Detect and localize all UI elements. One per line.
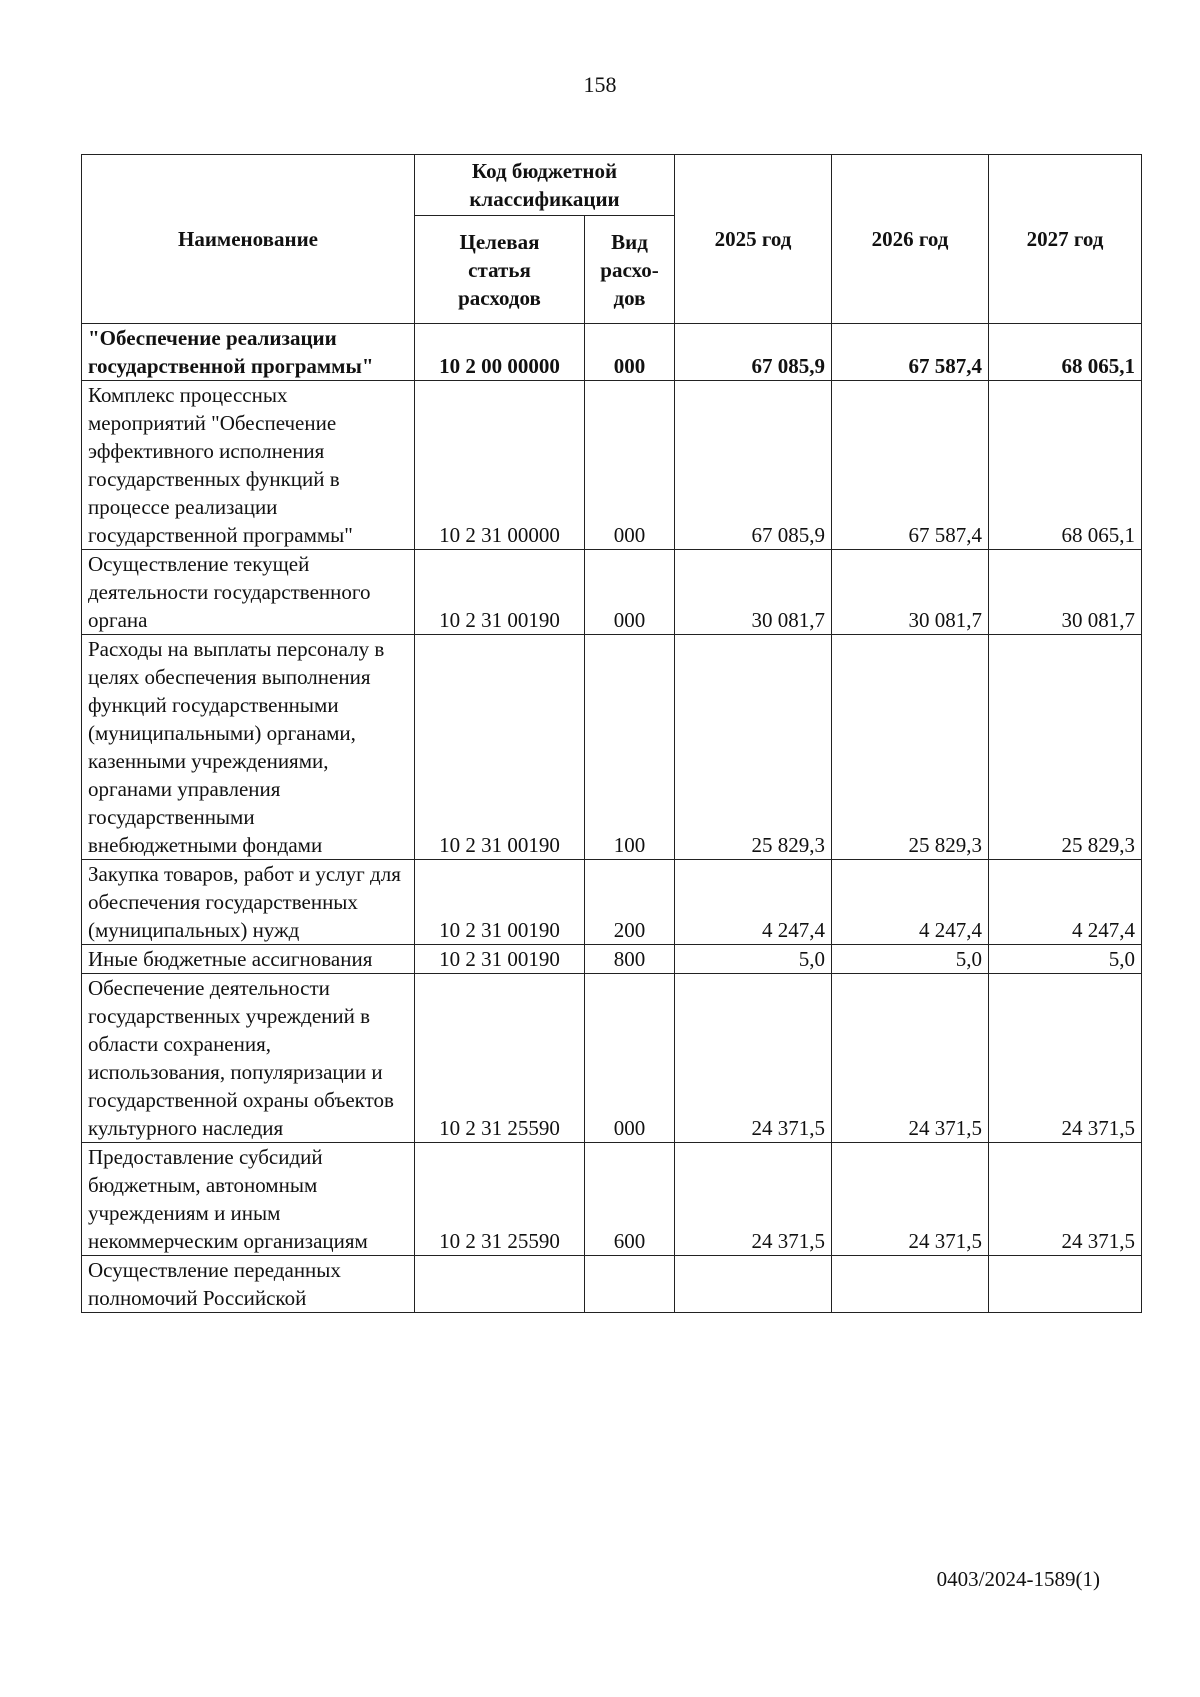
document-id: 0403/2024-1589(1) [936,1567,1100,1591]
header-year-2027: 2027 год [989,155,1142,324]
row-name-cell: Осуществление переданных полномочий Российской [82,1256,415,1313]
row-value-2027-cell: 5,0 [989,945,1142,974]
row-target-code-cell: 10 2 31 00190 [415,860,585,945]
row-value-2026-cell: 5,0 [832,945,989,974]
table-row [82,324,1142,381]
row-target-code-cell: 10 2 31 25590 [415,974,585,1143]
row-value-2025-cell: 25 829,3 [675,635,832,860]
page-number: 158 [583,72,617,97]
row-value-2025-cell [675,1256,832,1313]
row-target-code-cell: 10 2 00 00000 [415,324,585,381]
row-expense-type-cell [585,1256,675,1313]
header-expense-type: Вид расхо-дов [585,216,675,324]
row-expense-type-cell: 000 [585,324,675,381]
row-value-2025-cell: 67 085,9 [675,381,832,550]
row-value-2027-cell: 68 065,1 [989,324,1142,381]
row-expense-type-cell: 600 [585,1143,675,1256]
row-value-2027-cell: 24 371,5 [989,974,1142,1143]
table-row [82,1256,1142,1313]
row-name-cell: "Обеспечение реализации государственной программы" [82,324,415,381]
header-name: Наименование [82,155,415,324]
row-value-2025-cell: 67 085,9 [675,324,832,381]
row-value-2027-cell: 68 065,1 [989,381,1142,550]
table-row [82,381,1142,550]
header-row-1 [82,155,1142,216]
row-expense-type-cell: 000 [585,381,675,550]
row-value-2026-cell [832,1256,989,1313]
row-value-2026-cell: 24 371,5 [832,1143,989,1256]
budget-table [81,154,1142,1313]
table-body [82,324,1142,1313]
row-target-code-cell: 10 2 31 25590 [415,1143,585,1256]
row-value-2026-cell: 30 081,7 [832,550,989,635]
row-value-2027-cell: 25 829,3 [989,635,1142,860]
table-row [82,860,1142,945]
header-year-2025: 2025 год [675,155,832,324]
row-value-2026-cell: 67 587,4 [832,381,989,550]
row-value-2027-cell: 4 247,4 [989,860,1142,945]
row-expense-type-cell: 000 [585,550,675,635]
table-row [82,974,1142,1143]
row-target-code-cell: 10 2 31 00000 [415,381,585,550]
header-year-2026: 2026 год [832,155,989,324]
row-value-2026-cell: 24 371,5 [832,974,989,1143]
row-value-2026-cell: 67 587,4 [832,324,989,381]
row-value-2025-cell: 4 247,4 [675,860,832,945]
row-value-2027-cell: 24 371,5 [989,1143,1142,1256]
row-expense-type-cell: 100 [585,635,675,860]
row-expense-type-cell: 800 [585,945,675,974]
row-target-code-cell: 10 2 31 00190 [415,550,585,635]
row-name-cell: Иные бюджетные ассигнования [82,945,415,974]
header-bk-group: Код бюджетной классификации [415,155,675,216]
row-target-code-cell [415,1256,585,1313]
row-name-cell: Расходы на выплаты персоналу в целях обеспечения выполнения функций государственными (муниципальными) органами, казенными учреждениями, органами управления государственными внебюджетными фондами [82,635,415,860]
table-row [82,635,1142,860]
row-name-cell: Закупка товаров, работ и услуг для обеспечения государственных (муниципальных) нужд [82,860,415,945]
row-expense-type-cell: 000 [585,974,675,1143]
row-value-2025-cell: 24 371,5 [675,1143,832,1256]
row-value-2026-cell: 25 829,3 [832,635,989,860]
table-row [82,945,1142,974]
row-value-2025-cell: 30 081,7 [675,550,832,635]
row-name-cell: Предоставление субсидий бюджетным, автономным учреждениям и иным некоммерческим организациям [82,1143,415,1256]
row-name-cell: Осуществление текущей деятельности государственного органа [82,550,415,635]
row-target-code-cell: 10 2 31 00190 [415,945,585,974]
row-value-2025-cell: 5,0 [675,945,832,974]
row-value-2025-cell: 24 371,5 [675,974,832,1143]
row-expense-type-cell: 200 [585,860,675,945]
row-name-cell: Обеспечение деятельности государственных учреждений в области сохранения, использования, популяризации и государственной охраны объектов культурного наследия [82,974,415,1143]
row-name-cell: Комплекс процессных мероприятий "Обеспечение эффективного исполнения государственных функций в процессе реализации государственной программы" [82,381,415,550]
row-value-2027-cell [989,1256,1142,1313]
row-value-2026-cell: 4 247,4 [832,860,989,945]
table-row [82,550,1142,635]
table-row [82,1143,1142,1256]
header-target-item: Целевая статья расходов [415,216,585,324]
row-target-code-cell: 10 2 31 00190 [415,635,585,860]
row-value-2027-cell: 30 081,7 [989,550,1142,635]
